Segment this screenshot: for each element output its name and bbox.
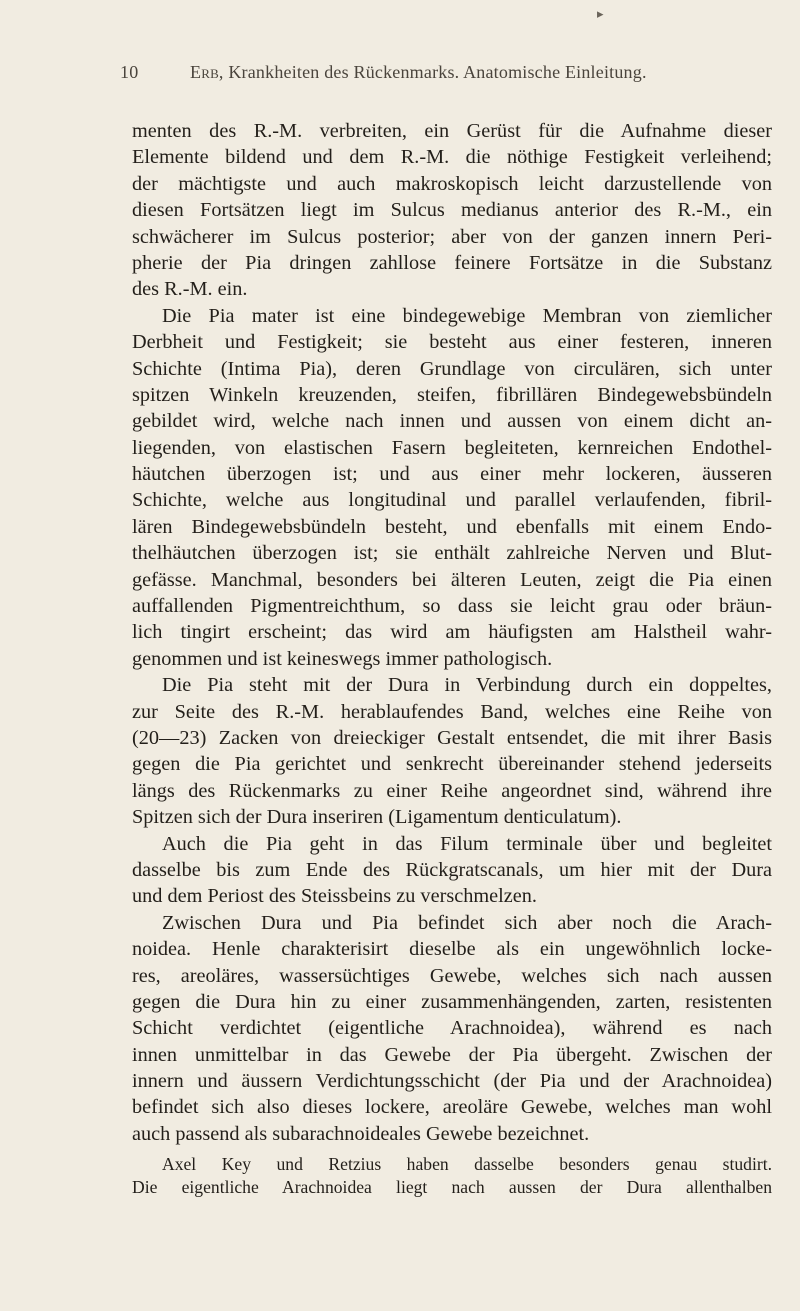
text-line: zur Seite des R.-M. herablaufendes Band, welches eine Reihe von: [132, 700, 772, 723]
text-line: und dem Periost des Steissbeins zu verschmelzen.: [132, 885, 537, 908]
small-print-line: Die eigentliche Arachnoidea liegt nach aussen der Dura allenthalben: [132, 1177, 772, 1198]
text-line: schwächerer im Sulcus posterior; aber von der ganzen innern Peri-: [132, 225, 772, 248]
text-line: befindet sich also dieses lockere, areoläre Gewebe, welches man wohl: [132, 1096, 772, 1119]
text-line: Derbheit und Festigkeit; sie besteht aus einer festeren, inneren: [132, 331, 772, 354]
text-line: gegen die Pia gerichtet und senkrecht übereinander stehend jederseits: [132, 753, 772, 776]
text-line: spitzen Winkeln kreuzenden, steifen, fibrillären Bindegewebsbündeln: [132, 383, 772, 406]
text-line: gebildet wird, welche nach innen und aussen von einem dicht an-: [132, 410, 772, 433]
top-margin-mark: ▸: [597, 6, 604, 21]
text-line: liegenden, von elastischen Fasern begleiteten, kernreichen Endothel-: [132, 436, 772, 459]
text-line: auch passend als subarachnoideales Gewebe bezeichnet.: [132, 1122, 590, 1145]
text-line: gegen die Dura hin zu einer zusammenhängenden, zarten, resistenten: [132, 990, 772, 1013]
text-line: res, areoläres, wassersüchtiges Gewebe, welches sich nach aussen: [132, 964, 772, 987]
text-line: Schichte (Intima Pia), deren Grundlage von circulären, sich unter: [132, 357, 772, 380]
text-line: genommen und ist keineswegs immer pathologisch.: [132, 647, 553, 670]
text-line: dasselbe bis zum Ende des Rückgratscanals, um hier mit der Dura: [132, 858, 772, 881]
header-title: Krankheiten des Rückenmarks. Anatomische Einleitung.: [228, 62, 647, 82]
running-header: [120, 62, 780, 83]
text-line: lären Bindegewebsbündeln besteht, und ebenfalls mit einem Endo-: [132, 515, 772, 538]
page-number: 10: [120, 62, 139, 82]
small-print-line: Axel Key und Retzius haben dasselbe besonders genau studirt.: [162, 1154, 772, 1175]
text-line: häutchen überzogen ist; und aus einer mehr lockeren, äusseren: [132, 463, 772, 486]
paragraph-start-line: Die Pia mater ist eine bindegewebige Membran von ziemlicher: [162, 304, 772, 327]
text-line: (20—23) Zacken von dreieckiger Gestalt entsendet, die mit ihrer Basis: [132, 726, 772, 749]
text-line: menten des R.-M. verbreiten, ein Gerüst für die Aufnahme dieser: [132, 120, 772, 142]
text-line: der mächtigste und auch makroskopisch leicht darzustellende von: [132, 172, 772, 195]
text-line: lich tingirt erscheint; das wird am häufigsten am Halstheil wahr-: [132, 621, 772, 644]
text-line: noidea. Henle charakterisirt dieselbe als ein ungewöhnlich locke-: [132, 938, 772, 961]
text-line: Spitzen sich der Dura inseriren (Ligamentum denticulatum).: [132, 806, 622, 829]
header-author: Erb,: [190, 62, 224, 82]
body-text: [132, 118, 772, 1199]
text-line: Schicht verdichtet (eigentliche Arachnoidea), während es nach: [132, 1017, 772, 1040]
text-line: auffallenden Pigmentreichthum, so dass sie leicht grau oder bräun-: [132, 595, 772, 618]
paragraph-start-line: Die Pia steht mit der Dura in Verbindung durch ein doppeltes,: [162, 674, 772, 697]
text-line: innen unmittelbar in das Gewebe der Pia übergeht. Zwischen der: [132, 1043, 772, 1066]
paragraph-start-line: Auch die Pia geht in das Filum terminale über und begleitet: [162, 832, 772, 855]
text-line: innern und äussern Verdichtungsschicht (der Pia und der Arachnoidea): [132, 1070, 772, 1093]
text-line: längs des Rückenmarks zu einer Reihe angeordnet sind, während ihre: [132, 779, 772, 802]
text-line: thelhäutchen überzogen ist; sie enthält zahlreiche Nerven und Blut-: [132, 542, 772, 565]
text-line: pherie der Pia dringen zahllose feinere Fortsätze in die Substanz: [132, 251, 772, 274]
paragraph-start-line: Zwischen Dura und Pia befindet sich aber noch die Arach-: [162, 911, 772, 934]
text-line: gefässe. Manchmal, besonders bei älteren Leuten, zeigt die Pia einen: [132, 568, 772, 591]
text-line: Schichte, welche aus longitudinal und parallel verlaufenden, fibril-: [132, 489, 772, 512]
text-line: des R.-M. ein.: [132, 278, 248, 301]
text-line: diesen Fortsätzen liegt im Sulcus medianus anterior des R.-M., ein: [132, 199, 772, 222]
text-line: Elemente bildend und dem R.-M. die nöthige Festigkeit verleihend;: [132, 146, 772, 169]
